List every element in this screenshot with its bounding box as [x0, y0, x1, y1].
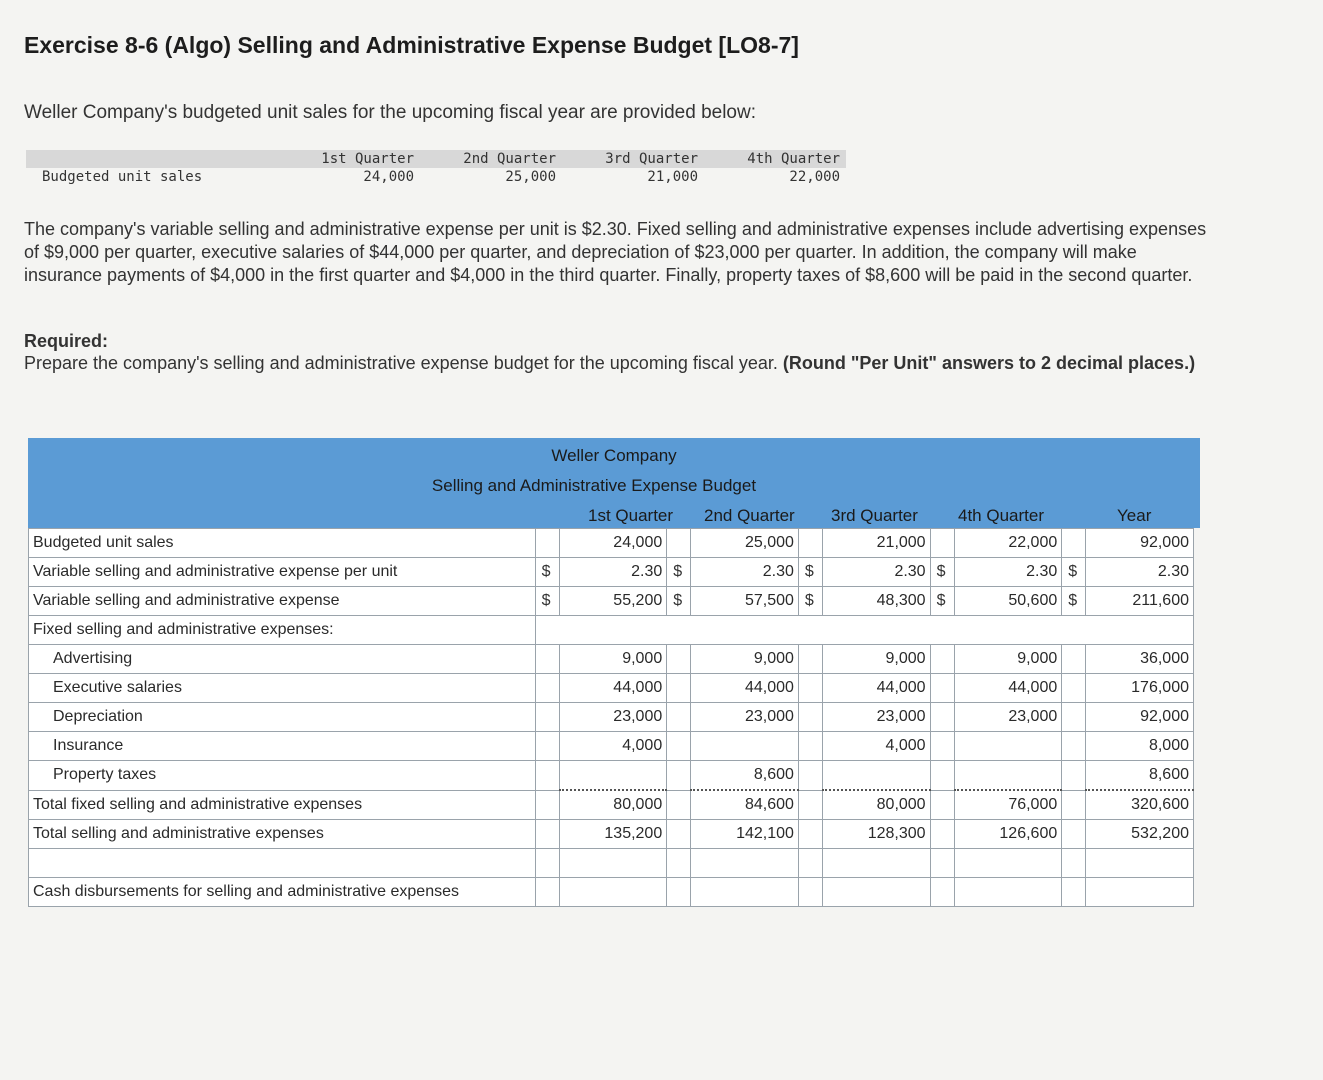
cell-property-taxes-q3[interactable]	[822, 761, 930, 791]
cell-var-expense-q3[interactable]: 48,300	[822, 587, 930, 616]
row-label: Total fixed selling and administrative expenses	[29, 790, 536, 820]
row-fixed-heading	[29, 616, 1194, 645]
cell-blank-q4[interactable]	[954, 849, 1062, 878]
row-total-sa	[29, 820, 1194, 849]
row-var-expense	[29, 587, 1194, 616]
unit-header-q3: 3rd Quarter	[562, 150, 704, 168]
unit-value-q1: 24,000	[363, 169, 414, 185]
cell-exec-salaries-q2[interactable]: 44,000	[691, 674, 799, 703]
budget-table	[28, 528, 1194, 907]
unit-value-q4: 22,000	[789, 169, 840, 185]
row-label: Insurance	[29, 732, 536, 761]
exercise-title: Exercise 8-6 (Algo) Selling and Administrative Expense Budget [LO8-7]	[24, 32, 799, 58]
currency-symbol: $	[667, 587, 691, 616]
cell-depreciation-q4[interactable]: 23,000	[954, 703, 1062, 732]
cell-cash-disb-q2[interactable]	[691, 878, 799, 907]
unit-header-q2: 2nd Quarter	[420, 150, 562, 168]
cell-depreciation-year[interactable]: 92,000	[1086, 703, 1194, 732]
col-header-q3: 3rd Quarter	[831, 506, 918, 525]
row-label: Property taxes	[29, 761, 536, 791]
unit-value-q3: 21,000	[647, 169, 698, 185]
cell-insurance-q2[interactable]	[691, 732, 799, 761]
row-total-fixed	[29, 790, 1194, 820]
cell-total-sa-q1[interactable]: 135,200	[559, 820, 667, 849]
col-header-q1: 1st Quarter	[588, 506, 674, 525]
unit-header-q1: 1st Quarter	[278, 150, 420, 168]
cell-cash-disb-q1[interactable]	[559, 878, 667, 907]
cell-depreciation-q1[interactable]: 23,000	[559, 703, 667, 732]
cell-total-sa-q2[interactable]: 142,100	[691, 820, 799, 849]
currency-symbol: $	[667, 558, 691, 587]
cell-total-sa-year[interactable]: 532,200	[1086, 820, 1194, 849]
cell-exec-salaries-q4[interactable]: 44,000	[954, 674, 1062, 703]
budget-company: Weller Company	[551, 446, 677, 465]
cell-var-expense-q1[interactable]: 55,200	[559, 587, 667, 616]
cell-advertising-q2[interactable]: 9,000	[691, 645, 799, 674]
cell-total-sa-q4[interactable]: 126,600	[954, 820, 1062, 849]
cell-var-per-unit-q1[interactable]: 2.30	[559, 558, 667, 587]
cell-total-fixed-q3[interactable]: 80,000	[822, 790, 930, 820]
cell-depreciation-q3[interactable]: 23,000	[822, 703, 930, 732]
row-exec-salaries	[29, 674, 1194, 703]
row-label: Variable selling and administrative expense per unit	[29, 558, 536, 587]
required-section	[24, 330, 1204, 374]
unit-sales-table	[26, 150, 846, 186]
cell-var-expense-q2[interactable]: 57,500	[691, 587, 799, 616]
col-header-q2: 2nd Quarter	[704, 506, 795, 525]
cell-property-taxes-q1[interactable]	[559, 761, 667, 791]
cell-insurance-q4[interactable]	[954, 732, 1062, 761]
cell-unit-sales-q1[interactable]: 24,000	[559, 529, 667, 558]
cell-insurance-q3[interactable]: 4,000	[822, 732, 930, 761]
cell-exec-salaries-year[interactable]: 176,000	[1086, 674, 1194, 703]
rounding-note: (Round "Per Unit" answers to 2 decimal places.)	[782, 353, 1196, 373]
cell-blank-q1[interactable]	[559, 849, 667, 878]
cell-cash-disb-year[interactable]	[1086, 878, 1194, 907]
row-label: Budgeted unit sales	[29, 529, 536, 558]
currency-symbol: $	[930, 558, 954, 587]
required-heading: Required:	[24, 331, 109, 351]
row-insurance	[29, 732, 1194, 761]
cell-property-taxes-q4[interactable]	[954, 761, 1062, 791]
currency-symbol: $	[798, 558, 822, 587]
row-property-taxes	[29, 761, 1194, 791]
budget-header	[28, 438, 1200, 528]
cell-var-per-unit-q4[interactable]: 2.30	[954, 558, 1062, 587]
row-advertising	[29, 645, 1194, 674]
unit-value-q2: 25,000	[505, 169, 556, 185]
cell-advertising-q4[interactable]: 9,000	[954, 645, 1062, 674]
currency-symbol: $	[1062, 558, 1086, 587]
unit-row-label: Budgeted unit sales	[42, 169, 203, 185]
intro-text: Weller Company's budgeted unit sales for the upcoming fiscal year are provided below:	[24, 102, 757, 123]
currency-symbol: $	[535, 587, 559, 616]
col-header-q4: 4th Quarter	[958, 506, 1044, 525]
problem-description: The company's variable selling and administrative expense per unit is $2.30. Fixed selling and administrative expenses include advertising expenses of $9,000 per quarter, executive salaries of $44,000 per quarter, and depreciation of $23,000 per quarter. In addition, the company will make insurance payments of $4,000 in the first quarter and $4,000 in the third quarter. Finally, property taxes of $8,600 will be paid in the second quarter.	[24, 219, 1207, 285]
row-unit-sales	[29, 529, 1194, 558]
currency-symbol: $	[535, 558, 559, 587]
row-label: Depreciation	[29, 703, 536, 732]
cell-blank-q2[interactable]	[691, 849, 799, 878]
cell-total-fixed-q4[interactable]: 76,000	[954, 790, 1062, 820]
budget-worksheet	[28, 438, 1200, 907]
row-blank-input	[29, 849, 1194, 878]
cell-cash-disb-q3[interactable]	[822, 878, 930, 907]
row-var-per-unit	[29, 558, 1194, 587]
cell-cash-disb-q4[interactable]	[954, 878, 1062, 907]
currency-symbol: $	[930, 587, 954, 616]
budget-title: Selling and Administrative Expense Budget	[431, 476, 757, 495]
cell-property-taxes-q2[interactable]: 8,600	[691, 761, 799, 791]
cell-insurance-q1[interactable]: 4,000	[559, 732, 667, 761]
row-label: Executive salaries	[29, 674, 536, 703]
row-label: Variable selling and administrative expense	[29, 587, 536, 616]
cell-depreciation-q2[interactable]: 23,000	[691, 703, 799, 732]
cell-exec-salaries-q1[interactable]: 44,000	[559, 674, 667, 703]
cell-var-per-unit-q3[interactable]: 2.30	[822, 558, 930, 587]
cell-exec-salaries-q3[interactable]: 44,000	[822, 674, 930, 703]
cell-unit-sales-year[interactable]: 92,000	[1086, 529, 1194, 558]
cell-var-per-unit-q2[interactable]: 2.30	[691, 558, 799, 587]
cell-total-fixed-year[interactable]: 320,600	[1086, 790, 1194, 820]
currency-symbol: $	[798, 587, 822, 616]
currency-symbol: $	[1062, 587, 1086, 616]
cell-advertising-q3[interactable]: 9,000	[822, 645, 930, 674]
cell-unit-sales-q4[interactable]: 22,000	[954, 529, 1062, 558]
cell-blank-q3[interactable]	[822, 849, 930, 878]
row-label: Advertising	[29, 645, 536, 674]
cell-property-taxes-year[interactable]: 8,600	[1086, 761, 1194, 791]
row-label: Cash disbursements for selling and administrative expenses	[29, 878, 536, 907]
cell-total-fixed-q1[interactable]: 80,000	[559, 790, 667, 820]
cell-unit-sales-q2[interactable]: 25,000	[691, 529, 799, 558]
cell-total-sa-q3[interactable]: 128,300	[822, 820, 930, 849]
row-label: Fixed selling and administrative expenses:	[29, 616, 536, 645]
row-cash-disbursements	[29, 878, 1194, 907]
cell-var-expense-q4[interactable]: 50,600	[954, 587, 1062, 616]
unit-header-q4: 4th Quarter	[704, 150, 846, 168]
cell-var-expense-year[interactable]: 211,600	[1086, 587, 1194, 616]
row-depreciation	[29, 703, 1194, 732]
col-header-year: Year	[1117, 506, 1152, 525]
cell-blank-year[interactable]	[1086, 849, 1194, 878]
cell-var-per-unit-year[interactable]: 2.30	[1086, 558, 1194, 587]
cell-advertising-year[interactable]: 36,000	[1086, 645, 1194, 674]
row-label: Total selling and administrative expenses	[29, 820, 536, 849]
cell-advertising-q1[interactable]: 9,000	[559, 645, 667, 674]
cell-unit-sales-q3[interactable]: 21,000	[822, 529, 930, 558]
cell-insurance-year[interactable]: 8,000	[1086, 732, 1194, 761]
cell-total-fixed-q2[interactable]: 84,600	[691, 790, 799, 820]
required-text: Prepare the company's selling and administrative expense budget for the upcoming fiscal year.	[24, 353, 778, 373]
